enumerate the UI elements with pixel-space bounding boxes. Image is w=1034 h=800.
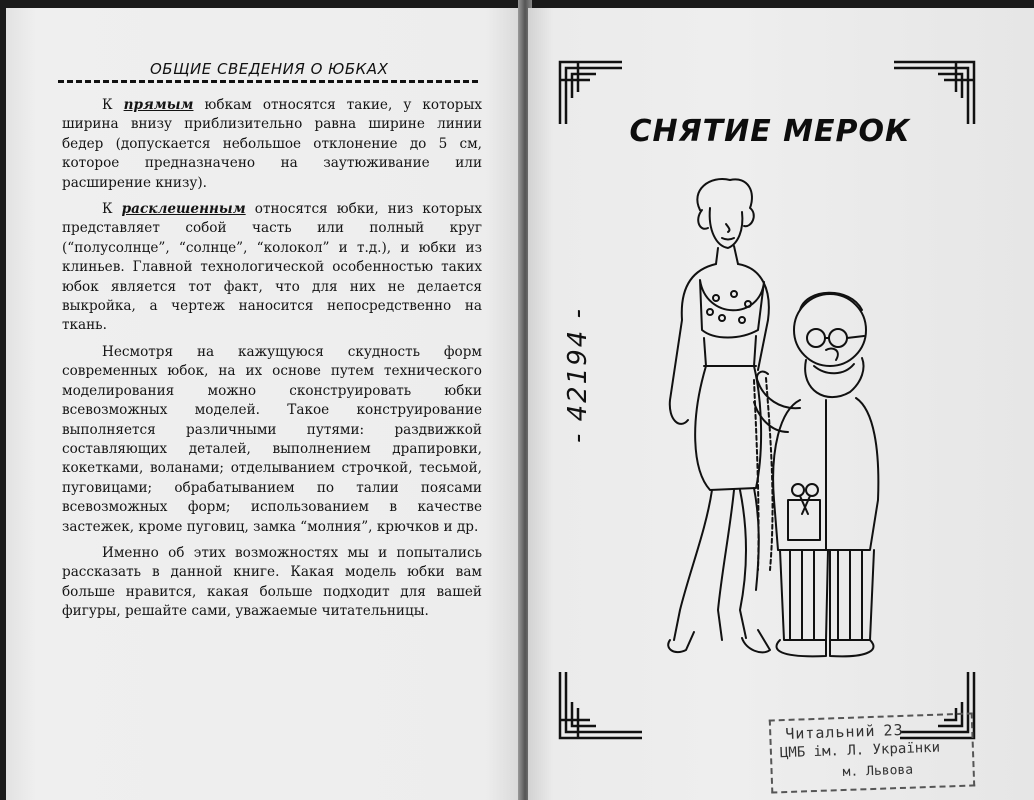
paragraph-text: К xyxy=(102,97,124,113)
term-flared: расклешенным xyxy=(121,201,246,218)
term-straight: прямым xyxy=(123,97,194,113)
paragraph-text: К xyxy=(102,201,122,218)
stamp-line-2: ЦМБ ім. Л. Українки xyxy=(779,739,941,762)
paragraph-modeling: Несмотря на кажущуюся скудность форм современных юбок, на их основе путем технического моделирования можно сконструировать юбки всевозможных моделей. Такое конструирование выполняется различными путями: раздвижкой составляющих деталей, выполнением драпировки, кокетками, воланами; отделыванием строчкой, тесьмой, пуговицами; обрабатыванием по талии поясами всевозможных форм; использованием в качестве застежек, кроме пуговиц, замка “молния”, крючков и др. xyxy=(62,343,482,535)
running-head: ОБЩИЕ СВЕДЕНИЯ О ЮБКАХ xyxy=(150,60,389,78)
paragraph-text: относятся юбки, низ которых представляет собой часть или полный круг (“полусолнце”, “солнце”, “колокол” и т.д.), и юбки из клиньев. Главной технологической особенностью таких юбок является тот факт, что для них не делается выкройка, а чертеж наносится непосредственно на ткань. xyxy=(62,201,483,334)
paragraph-straight-skirts xyxy=(62,96,482,193)
tailor-measuring-illustration xyxy=(630,170,900,670)
section-title: СНЯТИЕ МЕРОК xyxy=(629,114,911,149)
stamp-line-1 xyxy=(785,721,904,743)
paragraph-conclusion: Именно об этих возможностях мы и попытались рассказать в данной книге. Какая модель юбки вам больше нравится, какая больше подходит для вашей фигуры, решайте сами, уважаемые читательницы. xyxy=(62,544,482,620)
running-head-rule xyxy=(58,80,478,83)
corner-ornament-bottom-left xyxy=(556,672,646,744)
stamp-line-3: м. Львова xyxy=(842,762,914,781)
stamp-reading-room: Читальний xyxy=(784,721,876,744)
library-stamp xyxy=(769,712,975,793)
paragraph-flared-skirts xyxy=(62,200,482,336)
body-text xyxy=(62,96,482,629)
handwritten-inventory-number: - 42194 - xyxy=(563,306,594,444)
stamp-number: 23 xyxy=(883,720,904,740)
paragraph-text: юбкам относятся такие, у которых ширина внизу приблизительно равна ширине линии бедер (допускается небольшое отклонение до 5 см, которое предназначено на заутюживание или расширение книзу). xyxy=(62,97,482,191)
